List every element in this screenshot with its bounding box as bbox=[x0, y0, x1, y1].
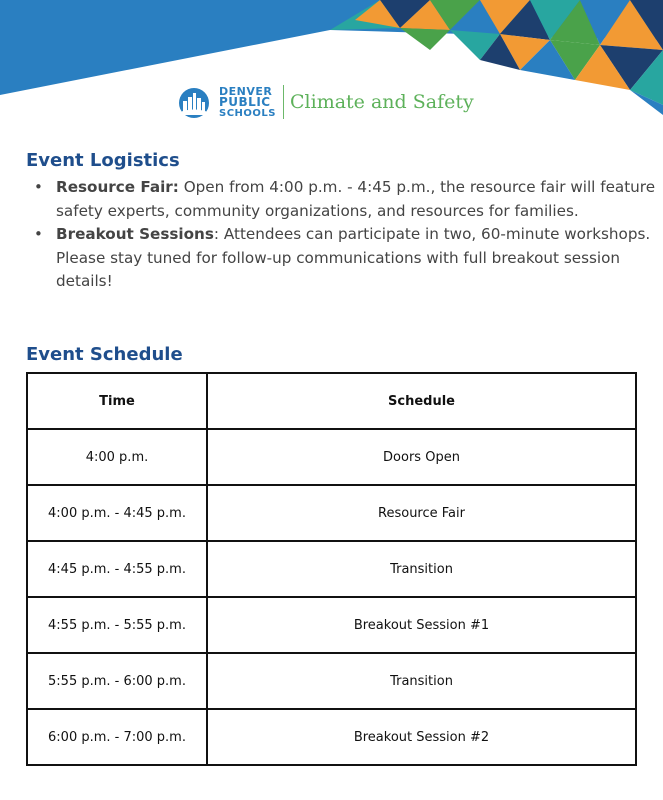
city-skyline-icon bbox=[174, 85, 214, 119]
time-cell: 4:45 p.m. - 4:55 p.m. bbox=[27, 541, 207, 597]
schedule-cell: Breakout Session #2 bbox=[207, 709, 636, 765]
schedule-cell: Transition bbox=[207, 541, 636, 597]
schedule-table bbox=[26, 372, 637, 766]
logo-divider bbox=[283, 85, 284, 119]
time-cell: 6:00 p.m. - 7:00 p.m. bbox=[27, 709, 207, 765]
logo-word-public: PUBLIC bbox=[219, 94, 271, 109]
event-logistics-heading: Event Logistics bbox=[26, 150, 180, 171]
time-cell: 4:00 p.m. - 4:45 p.m. bbox=[27, 485, 207, 541]
table-row bbox=[27, 653, 636, 709]
breakout-sessions-text: : Attendees can participate in two, 60-minute workshops. Please stay tuned for follow-up communications with full breakout session details! bbox=[56, 225, 651, 290]
time-cell: 4:00 p.m. bbox=[27, 429, 207, 485]
logo-word-denver: DENVER bbox=[219, 84, 273, 98]
event-schedule-heading: Event Schedule bbox=[26, 344, 183, 365]
logo-word-schools: SCHOOLS bbox=[219, 107, 276, 119]
resource-fair-label: Resource Fair: bbox=[56, 178, 179, 196]
breakout-sessions-label: Breakout Sessions bbox=[56, 225, 214, 243]
schedule-cell: Breakout Session #1 bbox=[207, 597, 636, 653]
table-header-row bbox=[27, 373, 636, 429]
table-row bbox=[27, 597, 636, 653]
district-logo bbox=[174, 82, 474, 122]
schedule-cell: Doors Open bbox=[207, 429, 636, 485]
table-row bbox=[27, 429, 636, 485]
time-cell: 5:55 p.m. - 6:00 p.m. bbox=[27, 653, 207, 709]
time-cell: 4:55 p.m. - 5:55 p.m. bbox=[27, 597, 207, 653]
table-row bbox=[27, 709, 636, 765]
list-item-resource-fair bbox=[56, 176, 663, 223]
schedule-cell: Resource Fair bbox=[207, 485, 636, 541]
schedule-cell: Transition bbox=[207, 653, 636, 709]
logistics-list bbox=[24, 176, 663, 294]
table-row bbox=[27, 485, 636, 541]
resource-fair-text: Open from 4:00 p.m. - 4:45 p.m., the resource fair will feature safety experts, community organizations, and resources for families. bbox=[56, 178, 656, 220]
column-header-time: Time bbox=[27, 373, 207, 429]
list-item-breakout-sessions bbox=[56, 223, 663, 294]
department-title: Climate and Safety bbox=[290, 91, 474, 113]
table-row bbox=[27, 541, 636, 597]
column-header-schedule: Schedule bbox=[207, 373, 636, 429]
